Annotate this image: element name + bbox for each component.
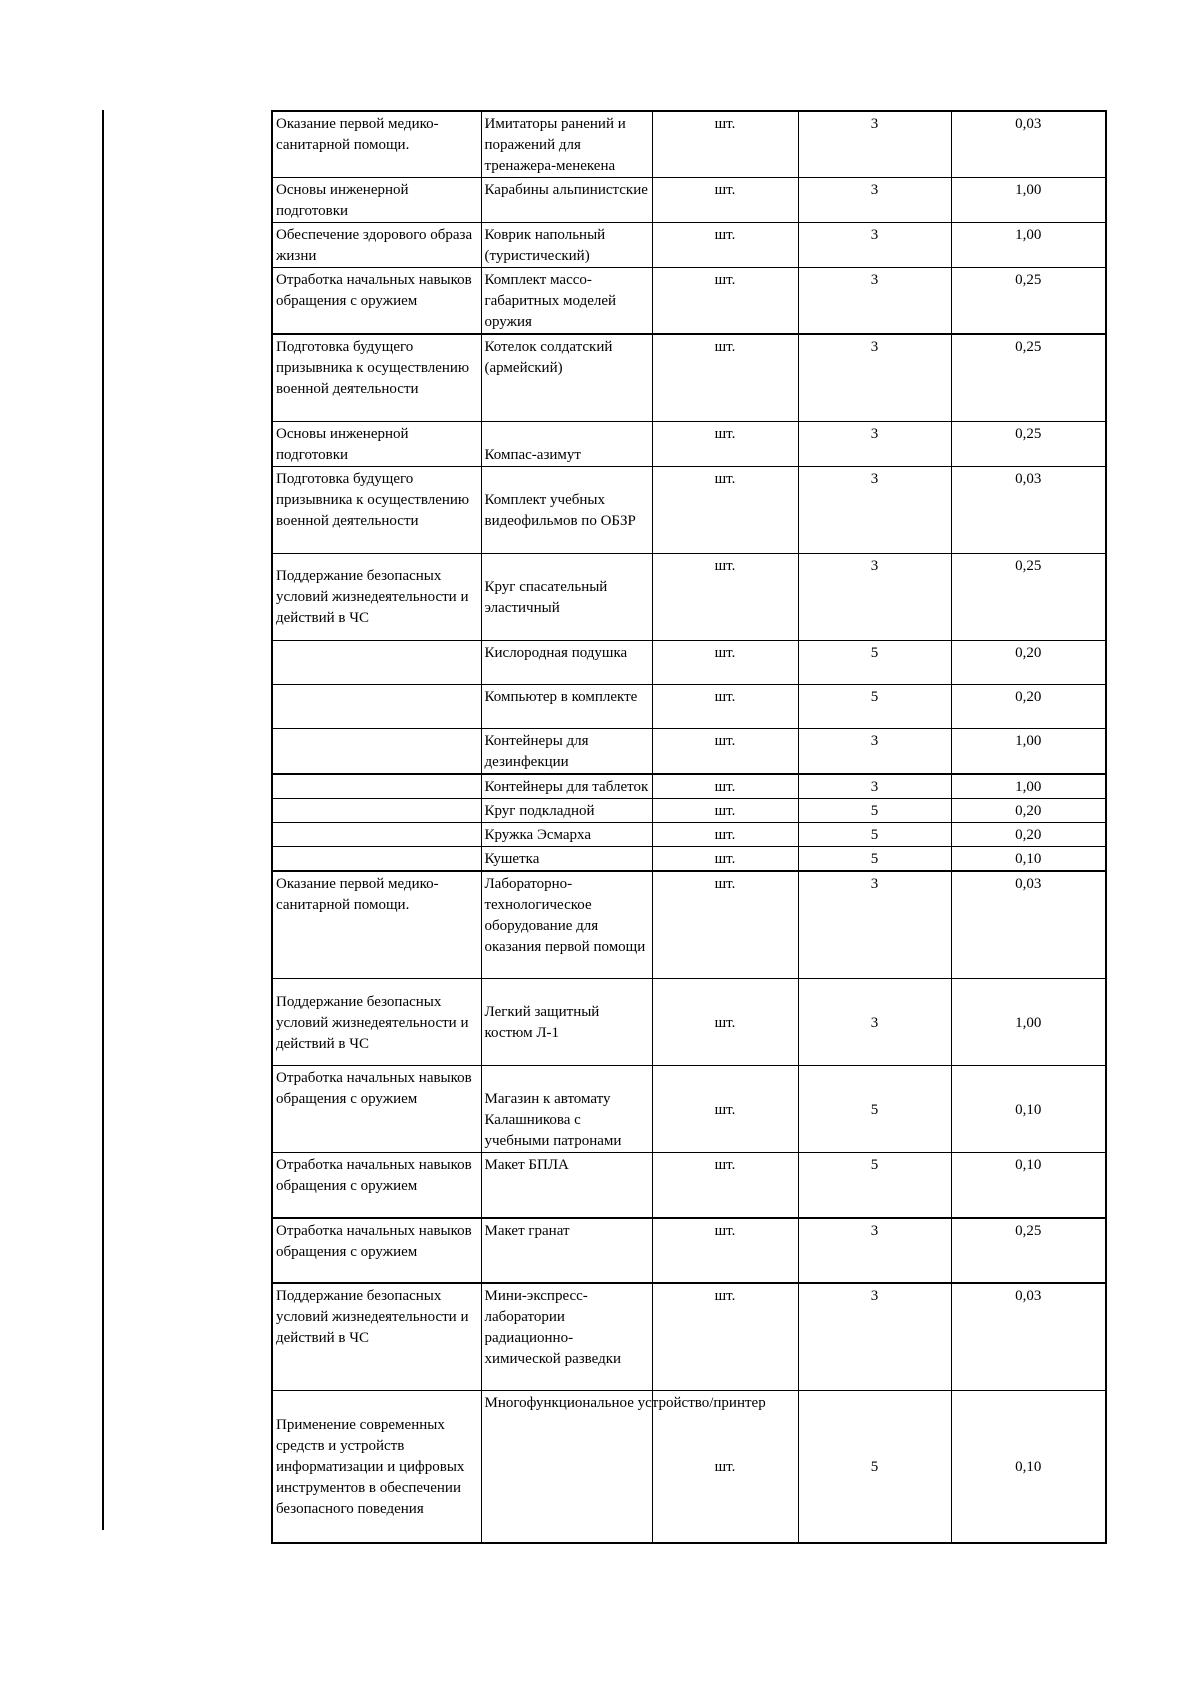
quantity-cell: 3 — [798, 553, 951, 640]
quantity-cell: 3 — [798, 774, 951, 799]
unit-cell: шт. — [652, 1066, 798, 1153]
coefficient-cell: 0,20 — [951, 640, 1106, 684]
unit-cell: шт. — [652, 774, 798, 799]
table-row — [272, 822, 1106, 846]
quantity-cell: 3 — [798, 334, 951, 421]
item-cell: Коврик напольный (туристический) — [481, 223, 652, 268]
unit-cell: шт. — [652, 1218, 798, 1283]
section-cell: Обеспечение здорового образа жизни — [272, 223, 481, 268]
table-row — [272, 1391, 1106, 1543]
table-row — [272, 728, 1106, 774]
item-cell: Лабораторно-технологическое оборудование для оказания первой помощи — [481, 871, 652, 979]
unit-cell: шт. — [652, 871, 798, 979]
unit-cell: шт. — [652, 223, 798, 268]
item-cell: Комплект массо-габаритных моделей оружия — [481, 268, 652, 335]
table-row — [272, 1153, 1106, 1218]
quantity-cell: 5 — [798, 684, 951, 728]
quantity-cell: 3 — [798, 268, 951, 335]
quantity-cell: 5 — [798, 1153, 951, 1218]
unit-cell: шт. — [652, 268, 798, 335]
quantity-cell: 5 — [798, 1391, 951, 1543]
item-cell: Круг спасательный эластичный — [481, 553, 652, 640]
coefficient-cell: 0,03 — [951, 466, 1106, 553]
unit-cell: шт. — [652, 728, 798, 774]
section-cell: Отработка начальных навыков обращения с оружием — [272, 268, 481, 335]
section-cell: Подготовка будущего призывника к осуществлению военной деятельности — [272, 334, 481, 421]
quantity-cell: 3 — [798, 979, 951, 1066]
table-row — [272, 798, 1106, 822]
item-cell: Магазин к автомату Калашникова с учебными патронами — [481, 1066, 652, 1153]
section-cell — [272, 822, 481, 846]
equipment-table — [271, 110, 1107, 1544]
section-cell: Отработка начальных навыков обращения с оружием — [272, 1066, 481, 1153]
table-row — [272, 223, 1106, 268]
unit-cell: шт. — [652, 798, 798, 822]
coefficient-cell: 0,10 — [951, 1153, 1106, 1218]
item-cell: Имитаторы ранений и поражений для тренажера-менекена — [481, 111, 652, 178]
table-row — [272, 421, 1106, 466]
table-row — [272, 871, 1106, 979]
unit-cell: шт. — [652, 846, 798, 871]
coefficient-cell: 0,03 — [951, 871, 1106, 979]
coefficient-cell: 0,10 — [951, 1391, 1106, 1543]
quantity-cell: 3 — [798, 1283, 951, 1391]
table-row — [272, 178, 1106, 223]
quantity-cell: 5 — [798, 846, 951, 871]
coefficient-cell: 0,03 — [951, 111, 1106, 178]
item-cell: Кислородная подушка — [481, 640, 652, 684]
section-cell: Оказание первой медико-санитарной помощи. — [272, 871, 481, 979]
section-cell — [272, 798, 481, 822]
section-cell — [272, 846, 481, 871]
coefficient-cell: 0,20 — [951, 822, 1106, 846]
section-cell — [272, 728, 481, 774]
quantity-cell: 3 — [798, 178, 951, 223]
quantity-cell: 3 — [798, 111, 951, 178]
unit-cell: шт. — [652, 822, 798, 846]
unit-cell: шт. — [652, 111, 798, 178]
unit-cell: шт. — [652, 640, 798, 684]
item-cell: Кушетка — [481, 846, 652, 871]
coefficient-cell: 1,00 — [951, 223, 1106, 268]
quantity-cell: 5 — [798, 640, 951, 684]
section-cell: Поддержание безопасных условий жизнедеятельности и действий в ЧС — [272, 1283, 481, 1391]
table-row — [272, 1218, 1106, 1283]
item-cell: Карабины альпинистские — [481, 178, 652, 223]
quantity-cell: 5 — [798, 822, 951, 846]
section-cell: Оказание первой медико-санитарной помощи. — [272, 111, 481, 178]
item-cell: Контейнеры для дезинфекции — [481, 728, 652, 774]
section-cell: Отработка начальных навыков обращения с оружием — [272, 1218, 481, 1283]
unit-cell: шт. — [652, 421, 798, 466]
item-cell: Компас-азимут — [481, 421, 652, 466]
quantity-cell: 5 — [798, 1066, 951, 1153]
table-row — [272, 1283, 1106, 1391]
item-cell: Котелок солдатский (армейский) — [481, 334, 652, 421]
quantity-cell: 3 — [798, 223, 951, 268]
table-row — [272, 774, 1106, 799]
section-cell: Основы инженерной подготовки — [272, 178, 481, 223]
table-row — [272, 466, 1106, 553]
quantity-cell: 3 — [798, 421, 951, 466]
page-margin-line — [102, 110, 104, 1530]
table-row — [272, 111, 1106, 178]
unit-cell: шт. — [652, 334, 798, 421]
coefficient-cell: 1,00 — [951, 774, 1106, 799]
section-cell — [272, 684, 481, 728]
quantity-cell: 3 — [798, 1218, 951, 1283]
quantity-cell: 3 — [798, 466, 951, 553]
item-cell: Контейнеры для таблеток — [481, 774, 652, 799]
quantity-cell: 3 — [798, 871, 951, 979]
unit-cell: шт. — [652, 1153, 798, 1218]
item-cell: Макет гранат — [481, 1218, 652, 1283]
section-cell: Поддержание безопасных условий жизнедеятельности и действий в ЧС — [272, 979, 481, 1066]
coefficient-cell: 0,25 — [951, 1218, 1106, 1283]
coefficient-cell: 0,25 — [951, 268, 1106, 335]
section-cell: Подготовка будущего призывника к осуществлению военной деятельности — [272, 466, 481, 553]
item-cell: Макет БПЛА — [481, 1153, 652, 1218]
table-row — [272, 846, 1106, 871]
coefficient-cell: 1,00 — [951, 178, 1106, 223]
coefficient-cell: 0,20 — [951, 798, 1106, 822]
table-row — [272, 334, 1106, 421]
coefficient-cell: 1,00 — [951, 979, 1106, 1066]
table-row — [272, 684, 1106, 728]
unit-cell: шт. — [652, 178, 798, 223]
section-cell: Поддержание безопасных условий жизнедеятельности и действий в ЧС — [272, 553, 481, 640]
item-cell: Компьютер в комплекте — [481, 684, 652, 728]
unit-cell: шт. — [652, 466, 798, 553]
section-cell — [272, 774, 481, 799]
section-cell: Основы инженерной подготовки — [272, 421, 481, 466]
table-row — [272, 1066, 1106, 1153]
quantity-cell: 5 — [798, 798, 951, 822]
unit-cell: шт. — [652, 979, 798, 1066]
item-cell: Комплект учебных видеофильмов по ОБЗР — [481, 466, 652, 553]
item-cell: Легкий защитный костюм Л-1 — [481, 979, 652, 1066]
table-row — [272, 268, 1106, 335]
table-row — [272, 979, 1106, 1066]
item-cell: Круг подкладной — [481, 798, 652, 822]
coefficient-cell: 0,03 — [951, 1283, 1106, 1391]
coefficient-cell: 0,20 — [951, 684, 1106, 728]
item-cell: Многофункциональное устройство/принтер — [481, 1391, 652, 1543]
unit-cell: шт. — [652, 1391, 798, 1543]
section-cell: Отработка начальных навыков обращения с оружием — [272, 1153, 481, 1218]
unit-cell: шт. — [652, 1283, 798, 1391]
coefficient-cell: 0,25 — [951, 421, 1106, 466]
coefficient-cell: 0,25 — [951, 553, 1106, 640]
table-row — [272, 553, 1106, 640]
item-cell: Кружка Эсмарха — [481, 822, 652, 846]
unit-cell: шт. — [652, 684, 798, 728]
coefficient-cell: 0,25 — [951, 334, 1106, 421]
coefficient-cell: 0,10 — [951, 1066, 1106, 1153]
section-cell: Применение современных средств и устройств информатизации и цифровых инструментов в обеспечении безопасного поведения — [272, 1391, 481, 1543]
section-cell — [272, 640, 481, 684]
quantity-cell: 3 — [798, 728, 951, 774]
coefficient-cell: 0,10 — [951, 846, 1106, 871]
coefficient-cell: 1,00 — [951, 728, 1106, 774]
unit-cell: шт. — [652, 553, 798, 640]
table-row — [272, 640, 1106, 684]
item-cell: Мини-экспресс-лаборатории радиационно-химической разведки — [481, 1283, 652, 1391]
